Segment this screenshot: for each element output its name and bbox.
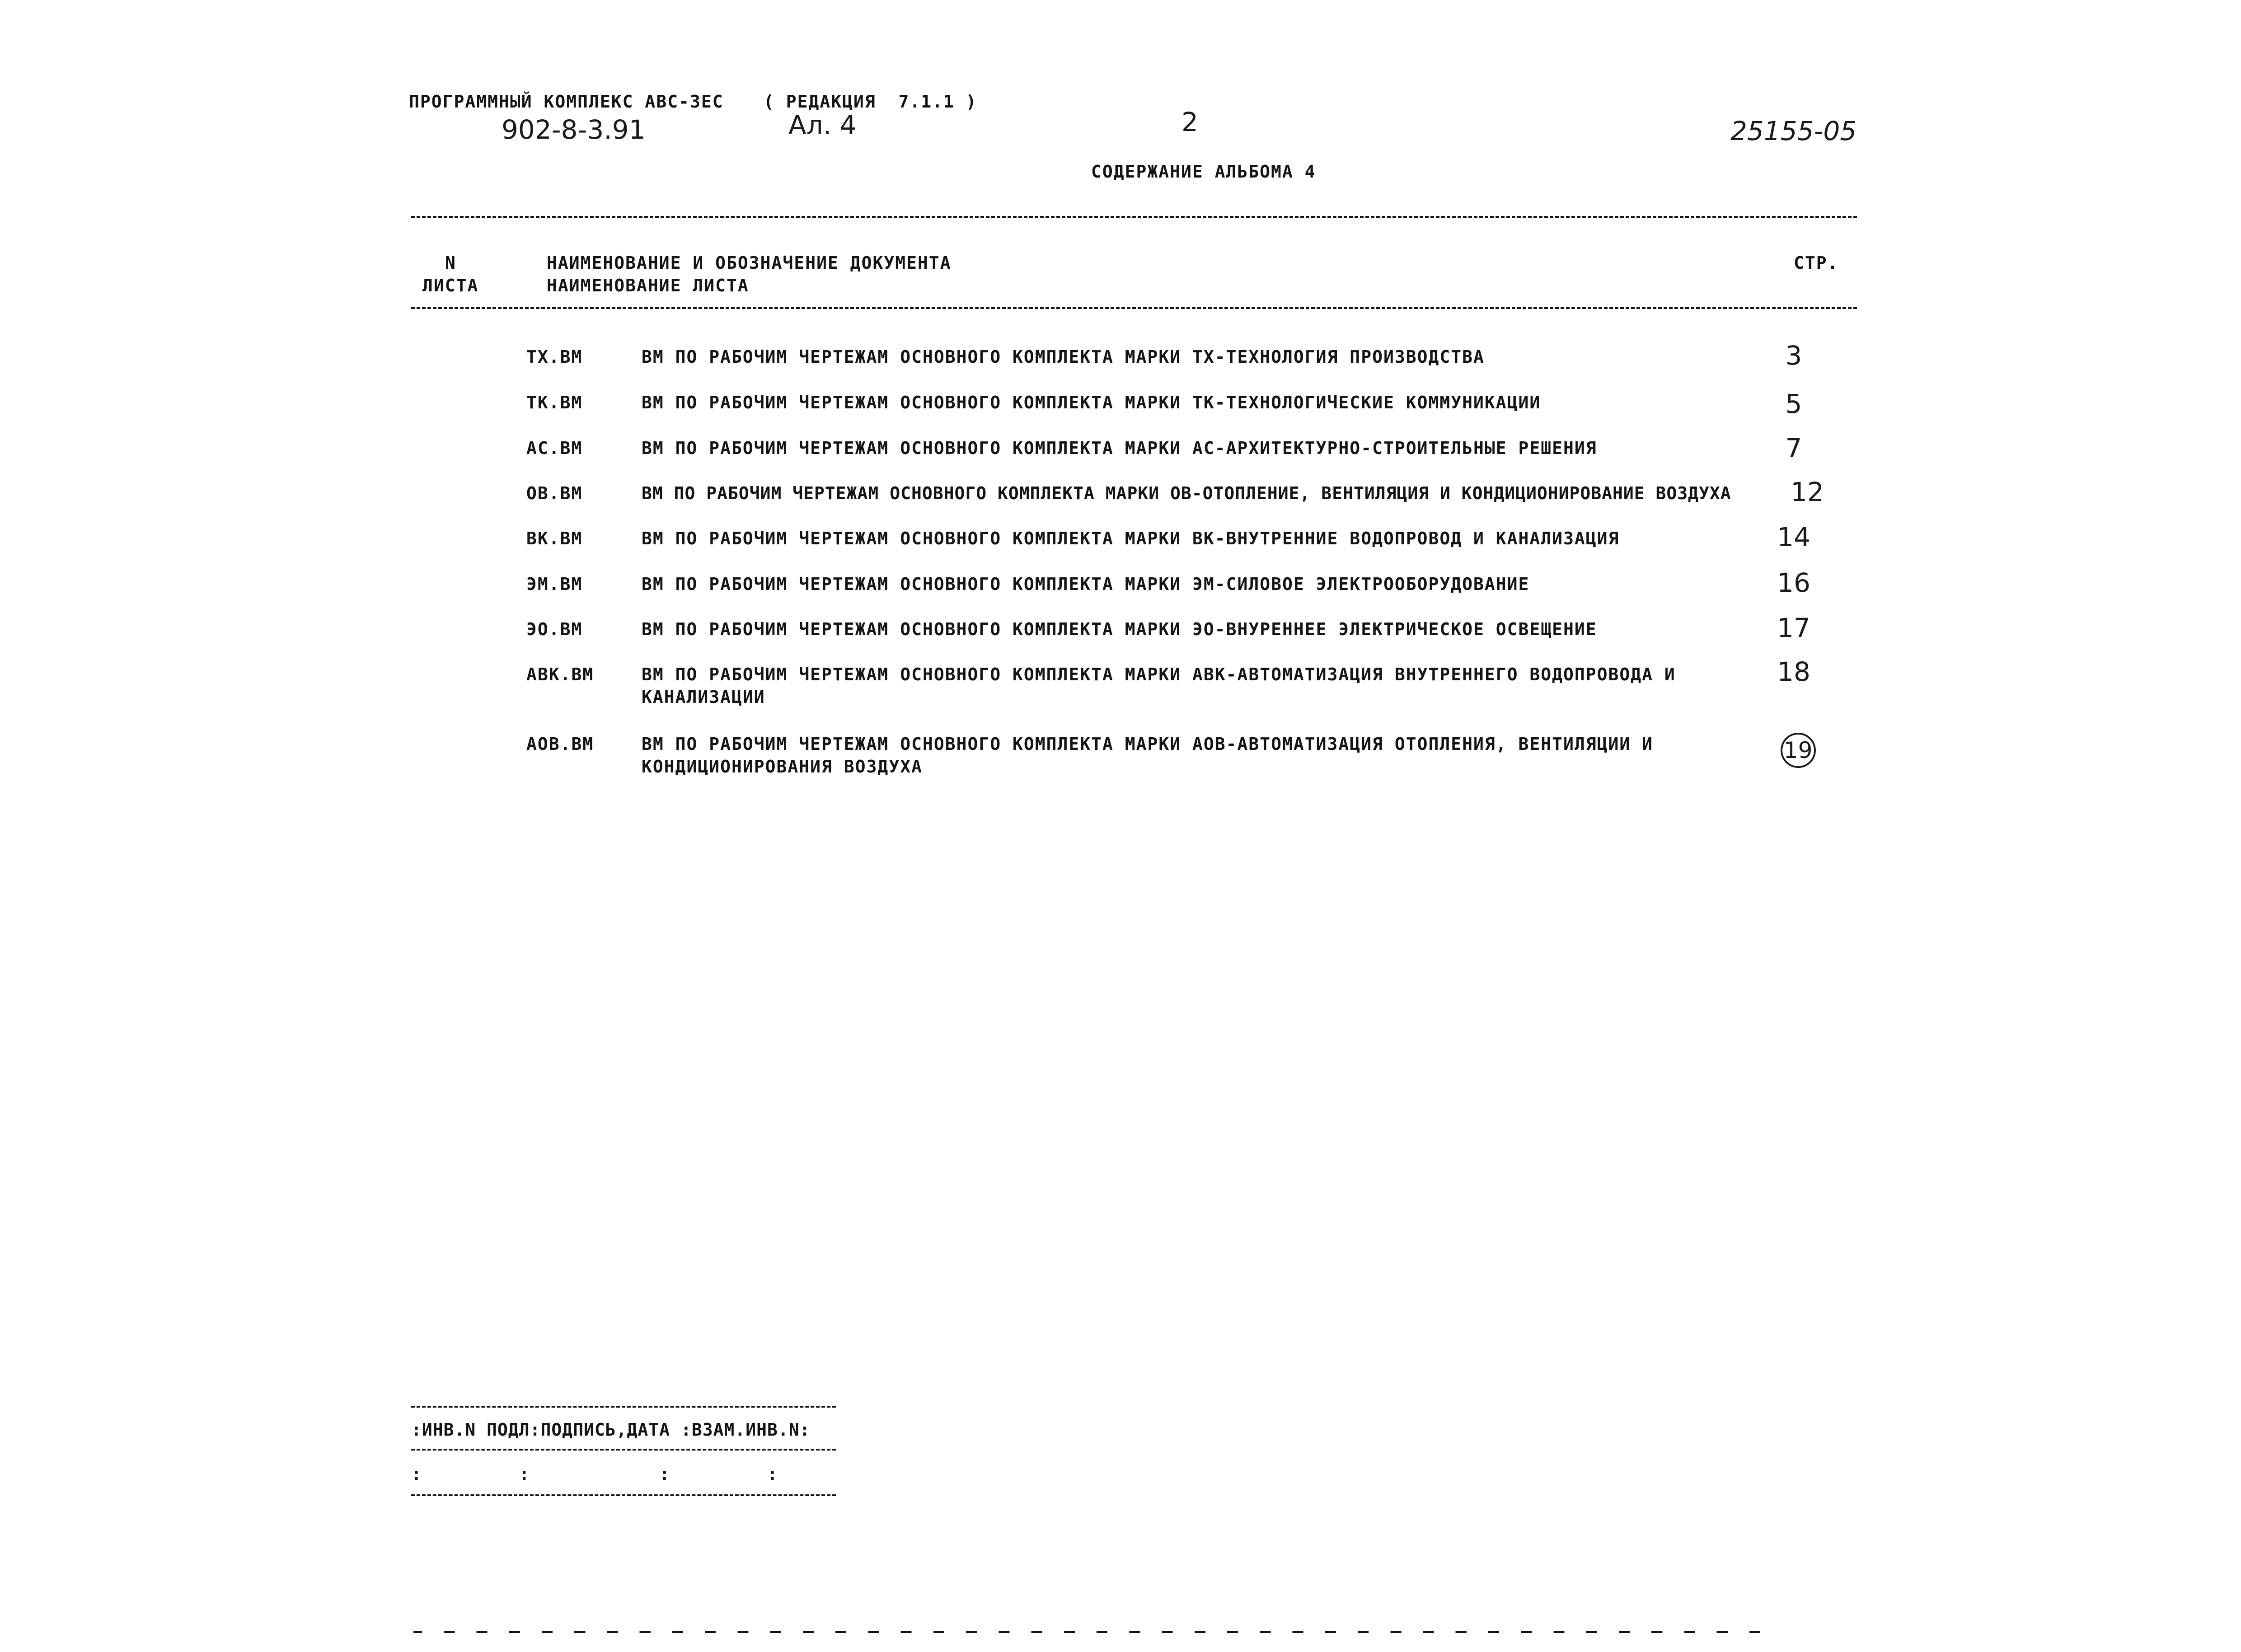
row-title: ВМ ПО РАБОЧИМ ЧЕРТЕЖАМ ОСНОВНОГО КОМПЛЕКТА МАРКИ АС-АРХИТЕКТУРНО-СТРОИТЕЛЬНЫЕ РЕШЕНИЯ bbox=[642, 438, 1597, 458]
row-page: 17 bbox=[1777, 613, 1810, 643]
document-title: СОДЕРЖАНИЕ АЛЬБОМА 4 bbox=[1091, 162, 1316, 182]
col-sheet-number: N bbox=[445, 253, 456, 273]
page-number: 2 bbox=[1181, 107, 1198, 137]
col-sheet-label: ЛИСТА bbox=[422, 276, 479, 295]
table-top-rule bbox=[411, 216, 1857, 218]
row-code: ЭО.ВМ bbox=[526, 619, 583, 639]
edition-label: ( РЕДАКЦИЯ 7.1.1 ) bbox=[764, 92, 977, 112]
stamp-mid-rule bbox=[411, 1449, 836, 1451]
row-code: ЭМ.ВМ bbox=[526, 574, 583, 594]
row-page: 16 bbox=[1777, 567, 1810, 598]
row-code: АОВ.ВМ bbox=[526, 734, 594, 754]
table-header-rule bbox=[411, 307, 1857, 309]
row-code: АВК.ВМ bbox=[526, 665, 594, 684]
row-page: 12 bbox=[1791, 477, 1824, 507]
col-document-name: НАИМЕНОВАНИЕ И ОБОЗНАЧЕНИЕ ДОКУМЕНТА bbox=[547, 253, 952, 273]
row-code: ОВ.ВМ bbox=[526, 483, 583, 503]
row-page: 3 bbox=[1785, 340, 1802, 371]
row-page: 7 bbox=[1785, 433, 1802, 463]
program-line: ПРОГРАММНЫЙ КОМПЛЕКС АВС-3ЕС bbox=[409, 92, 724, 112]
bottom-cut-line bbox=[413, 1631, 1760, 1633]
row-title: ВМ ПО РАБОЧИМ ЧЕРТЕЖАМ ОСНОВНОГО КОМПЛЕКТА МАРКИ ЭМ-СИЛОВОЕ ЭЛЕКТРООБОРУДОВАНИЕ bbox=[642, 574, 1530, 594]
stamp-top-rule bbox=[411, 1406, 836, 1408]
row-page: 18 bbox=[1777, 656, 1810, 687]
row-title: ВМ ПО РАБОЧИМ ЧЕРТЕЖАМ ОСНОВНОГО КОМПЛЕКТА МАРКИ ВК-ВНУТРЕННИЕ ВОДОПРОВОД И КАНАЛИЗАЦИЯ bbox=[642, 529, 1620, 548]
row-page: 19 bbox=[1781, 733, 1816, 768]
row-page: 5 bbox=[1785, 388, 1802, 419]
stamp-header: :ИНВ.N ПОДЛ:ПОДПИСЬ,ДАТА :ВЗАМ.ИНВ.N: bbox=[411, 1420, 811, 1440]
row-page-circled bbox=[1762, 724, 1825, 768]
row-title: ВМ ПО РАБОЧИМ ЧЕРТЕЖАМ ОСНОВНОГО КОМПЛЕКТА МАРКИ АОВ-АВТОМАТИЗАЦИЯ ОТОПЛЕНИЯ, ВЕНТИЛЯЦИИ И КОНДИЦИОНИРОВАНИЯ ВОЗДУХА bbox=[642, 734, 1654, 777]
stamp-empty-row: : : : : bbox=[411, 1464, 778, 1484]
document-number: 25155-05 bbox=[1730, 116, 1857, 146]
row-title: ВМ ПО РАБОЧИМ ЧЕРТЕЖАМ ОСНОВНОГО КОМПЛЕКТА МАРКИ АВК-АВТОМАТИЗАЦИЯ ВНУТРЕННЕГО ВОДОПРОВОДА И КАНАЛИЗАЦИИ bbox=[642, 665, 1676, 707]
row-code: ВК.ВМ bbox=[526, 529, 583, 548]
project-code: 902-8-3.91 bbox=[502, 114, 646, 145]
row-code: АС.ВМ bbox=[526, 438, 583, 458]
row-title: ВМ ПО РАБОЧИМ ЧЕРТЕЖАМ ОСНОВНОГО КОМПЛЕКТА МАРКИ ТК-ТЕХНОЛОГИЧЕСКИЕ КОММУНИКАЦИИ bbox=[642, 393, 1541, 412]
stamp-bottom-rule bbox=[411, 1494, 836, 1496]
row-page: 14 bbox=[1777, 522, 1810, 552]
row-title: ВМ ПО РАБОЧИМ ЧЕРТЕЖАМ ОСНОВНОГО КОМПЛЕКТА МАРКИ ТХ-ТЕХНОЛОГИЯ ПРОИЗВОДСТВА bbox=[642, 347, 1485, 367]
col-sheet-name: НАИМЕНОВАНИЕ ЛИСТА bbox=[547, 276, 749, 295]
album-label: Ал. 4 bbox=[788, 110, 857, 140]
row-title: ВМ ПО РАБОЧИМ ЧЕРТЕЖАМ ОСНОВНОГО КОМПЛЕКТА МАРКИ ОВ-ОТОПЛЕНИЕ, ВЕНТИЛЯЦИЯ И КОНДИЦИОНИРОВАНИЕ ВОЗДУХА bbox=[642, 483, 1731, 503]
col-page: СТР. bbox=[1794, 253, 1839, 273]
row-code: ТХ.ВМ bbox=[526, 347, 583, 367]
row-code: ТК.ВМ bbox=[526, 393, 583, 412]
row-title: ВМ ПО РАБОЧИМ ЧЕРТЕЖАМ ОСНОВНОГО КОМПЛЕКТА МАРКИ ЭО-ВНУРЕННЕЕ ЭЛЕКТРИЧЕСКОЕ ОСВЕЩЕНИЕ bbox=[642, 619, 1597, 639]
